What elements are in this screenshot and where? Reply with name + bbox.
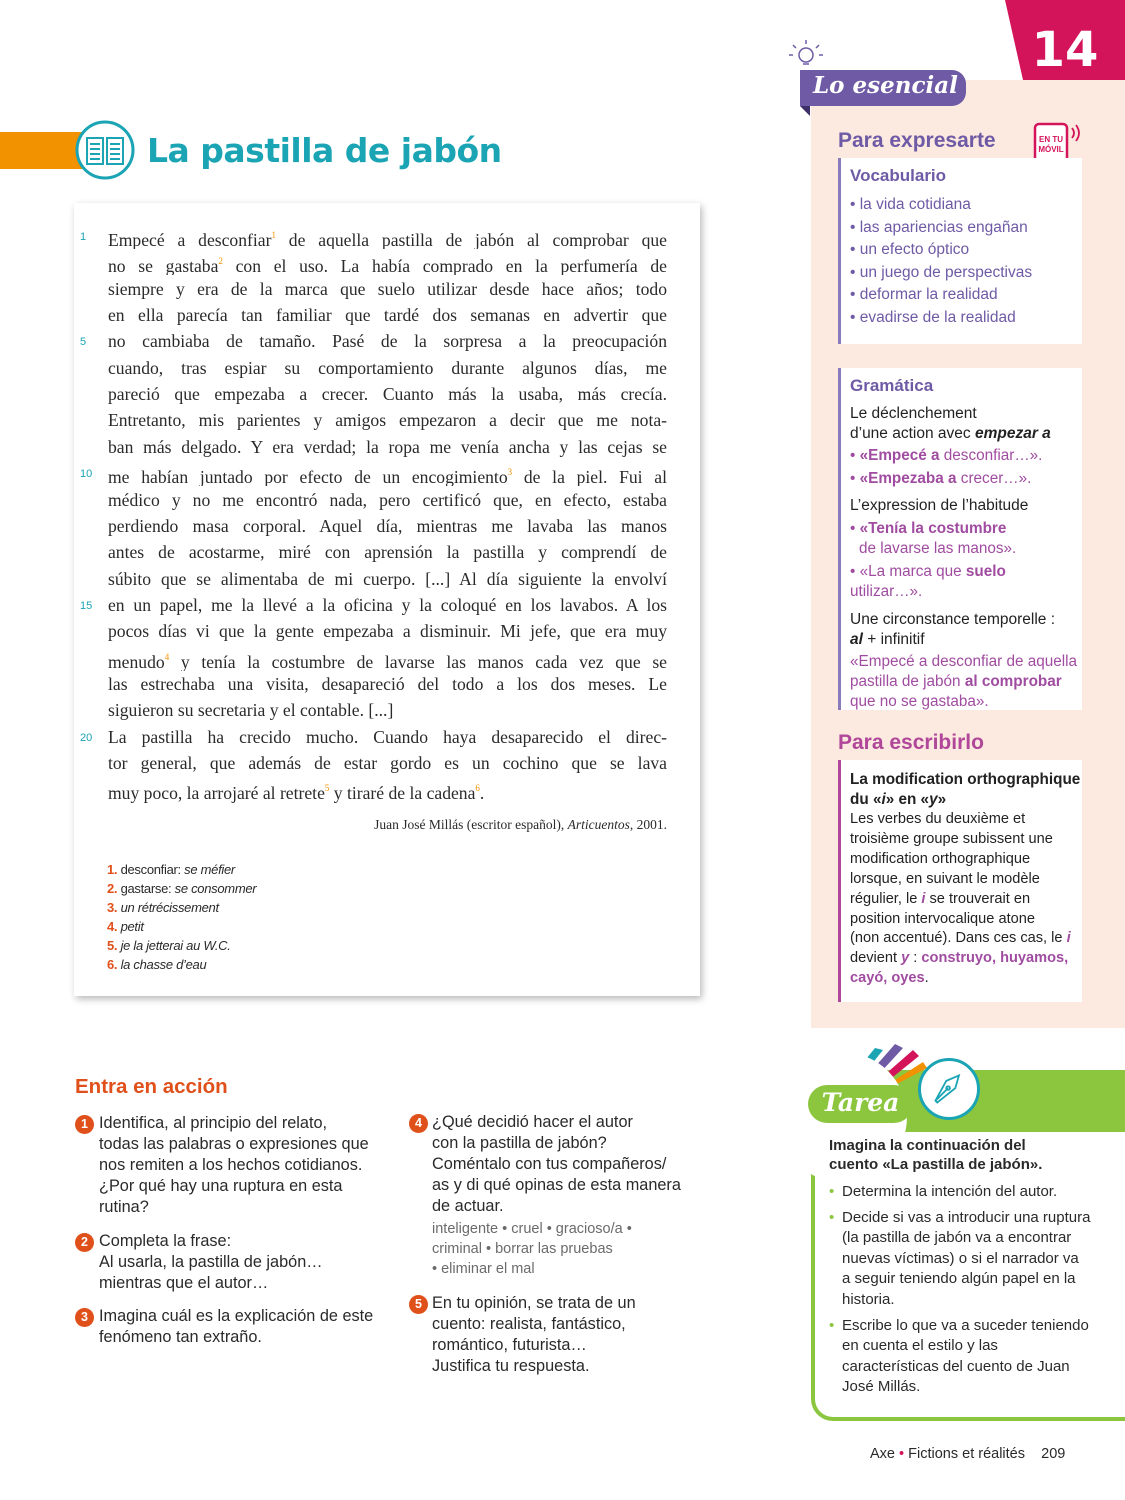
footnote-ref: 5 bbox=[324, 783, 330, 794]
vocab-item: • la vida cotidiana bbox=[850, 196, 971, 213]
vocab-item: • deformar la realidad bbox=[850, 286, 998, 304]
movil-text-2: MÓVIL bbox=[1038, 145, 1064, 154]
gramatica-content bbox=[850, 404, 1080, 712]
story-line: las estrechaba una visita, desapareció del todo a los dos meses. Le bbox=[108, 673, 667, 694]
gram3-example: «Empecé a desconfiar de aquella pastilla de jabón al comprobar que no se gastaba». bbox=[850, 653, 1078, 710]
footnote: 4. petit bbox=[107, 919, 144, 934]
story-line: súbito que se alimentaba de mi cuerpo. [...] Al día siguiente la envolví bbox=[108, 568, 667, 589]
vocab-item: • las apariencias engañan bbox=[850, 218, 1028, 236]
question-1: Identifica, al principio del relato, todas las palabras o expresiones que nos remiten a los hechos cotidianos. ¿Por qué hay una ruptura en esta rutina? bbox=[99, 1114, 369, 1216]
story-line: en un papel, me la llevé a la oficina y la coloqué en los lavabos. A los bbox=[108, 594, 667, 615]
footnote: 1. desconfiar: se méfier bbox=[107, 862, 235, 877]
escribirlo-content bbox=[850, 770, 1082, 989]
story-line: en ella parecía tan familiar que tardé dos semanas en advertir que bbox=[108, 305, 667, 326]
story-line: Entretanto, mis parientes y amigos empezaron a decir que me nota- bbox=[108, 410, 667, 431]
banner-fold bbox=[800, 106, 810, 116]
escribirlo-body: Les verbes du deuxième et troisième groupe subissent une modification orthographique lorsque, en suivant le modèle régulier, le i se trouverait en position intervocalique atone (non accentué). Dans ces cas, le i devient y : construyo, huyamos, cayó, oyes. bbox=[850, 811, 1071, 987]
tarea-label: Tarea bbox=[808, 1085, 913, 1123]
tarea-list bbox=[829, 1182, 1091, 1403]
story-line: ban más delgado. Y era verdad; la ropa me venía ancha y las cejas se bbox=[108, 436, 667, 457]
tarea-item: • Decide si vas a introducir una ruptura (la pastilla de jabón va a encontrar nuevas víctimas) o si el narrador va a seguir teniendo algún papel en la historia. bbox=[829, 1208, 1091, 1311]
footnote-ref: 2 bbox=[218, 256, 223, 267]
gram2-example: • «Tenía la costumbre de lavarse las manos». bbox=[850, 520, 1017, 557]
question-2: Completa la frase: Al usarla, la pastilla de jabón… mientras que el autor… bbox=[99, 1232, 323, 1292]
story-line: perdiendo masa corporal. Aquel día, mientras me lavaba las manos bbox=[108, 515, 667, 536]
story-line: médico y no me encontró nada, pero certificó que, en efecto, estaba bbox=[108, 489, 667, 510]
footnotes-list bbox=[107, 862, 256, 976]
story-line: no cambiaba de tamaño. Pasé de la sorpresa a la preocupación bbox=[108, 331, 667, 352]
gram2-title: L’expression de l’habitude bbox=[850, 497, 1029, 514]
para-expresarte-heading: Para expresarte bbox=[838, 129, 996, 152]
story-line: La pastilla ha crecido mucho. Cuando haya desaparecido el direc- bbox=[108, 726, 667, 747]
footnote: 2. gastarse: se consommer bbox=[107, 881, 257, 896]
footnote-ref: 6 bbox=[475, 783, 480, 794]
gram1-title: Le déclenchement d’une action avec empezar a bbox=[850, 405, 1051, 442]
footnote-ref: 3 bbox=[507, 467, 513, 478]
page-footer: Axe • Fictions et réalités 209 bbox=[870, 1446, 1066, 1462]
footnote: 6. la chasse d’eau bbox=[107, 957, 207, 972]
gram2-example: • «La marca que suelo utilizar…». bbox=[850, 563, 1006, 600]
question-number: 3 bbox=[75, 1308, 94, 1327]
escribirlo-title: La modification orthographique du «i» en «y» bbox=[850, 771, 1081, 808]
story-source: Juan José Millás (escritor español), Articuentos, 2001. bbox=[374, 817, 667, 832]
vocab-item: • evadirse de la realidad bbox=[850, 308, 1016, 326]
line-number: 5 bbox=[80, 336, 87, 349]
fountain-pen-icon bbox=[918, 1058, 980, 1120]
tarea-intro: Imagina la continuación del cuento «La pastilla de jabón». bbox=[829, 1137, 1043, 1173]
lightbulb-icon bbox=[788, 38, 824, 72]
vocab-item: • un efecto óptico bbox=[850, 241, 970, 259]
line-number: 15 bbox=[80, 599, 93, 612]
story-line: pocos días vi que la gente empezaba a disminuir. Mi jefe, que era muy bbox=[108, 621, 667, 642]
line-number: 1 bbox=[80, 231, 87, 243]
question-number: 5 bbox=[409, 1295, 428, 1314]
footnote-ref: 4 bbox=[164, 651, 170, 662]
question-4: ¿Qué decidió hacer el autor con la pastilla de jabón? Coméntalo con tus compañeros/ as y di qué opinas de esta manera de actuar. inteligente • cruel • gracioso/a • criminal • borrar las pruebas • eliminar el mal bbox=[432, 1113, 681, 1277]
story-line: siguieron su secretaria y el contable. [...] bbox=[108, 700, 394, 721]
chapter-number: 14 bbox=[1031, 22, 1099, 78]
gram1-example: • «Empecé a desconfiar…». bbox=[850, 447, 1043, 464]
story-line: Empecé a desconfiar$^1$ de aquella pastilla de jabón al comprobar que bbox=[108, 229, 667, 249]
footnote: 3. un rétrécissement bbox=[107, 900, 219, 915]
footnote: 5. je la jetterai au W.C. bbox=[107, 938, 231, 953]
lo-esencial-banner: Lo esencial bbox=[800, 70, 966, 106]
story-line: siempre y era de la marca que suelo utilizar desde hace años; todo bbox=[108, 278, 667, 299]
tarea-item: • Determina la intención del autor. bbox=[829, 1182, 1091, 1203]
footnote-ref: 1 bbox=[271, 230, 276, 240]
story-line: no se gastaba$^2$ con el uso. La había comprado en la perfumería de bbox=[108, 256, 667, 276]
gram1-example: • «Empezaba a crecer…». bbox=[850, 470, 1032, 487]
vocab-item: • un juego de perspectivas bbox=[850, 263, 1033, 281]
story-line: menudo$^4$ y tenía la costumbre de lavarse las manos cada vez que se bbox=[108, 651, 667, 671]
movil-text-1: EN TU bbox=[1039, 135, 1063, 144]
question-number: 1 bbox=[75, 1115, 94, 1134]
line-number: 20 bbox=[80, 731, 93, 744]
question-number: 4 bbox=[409, 1114, 428, 1133]
gramatica-title: Gramática bbox=[850, 376, 934, 395]
story-line: cuando, tras espiar su comportamiento durante algunos días, me bbox=[108, 357, 667, 378]
vocabulario-list bbox=[850, 196, 1032, 332]
story-line: me habían juntado por efecto de un encogimiento$^3$ de la piel. Fui al bbox=[108, 467, 667, 487]
tarea-item: • Escribe lo que va a suceder teniendo en cuenta el estilo y las características del cuento de Juan José Millás. bbox=[829, 1316, 1091, 1398]
story-line: muy poco, la arrojaré al retrete$^5$ y tiraré de la cadena$^6$. bbox=[108, 783, 485, 804]
story-line: pareció que empezaba a crecer. Cuanto más la usaba, más crecía. bbox=[108, 384, 667, 405]
para-escribirlo-heading: Para escribirlo bbox=[838, 731, 984, 754]
gram3-title: Une circonstance temporelle : al + infinitif bbox=[850, 611, 1056, 648]
vocabulario-title: Vocabulario bbox=[850, 166, 947, 185]
story-line: antes de acostarme, miré con aprensión la pastilla y comprendí de bbox=[108, 542, 667, 563]
page-title: La pastilla de jabón bbox=[147, 131, 502, 170]
open-book-icon bbox=[75, 120, 135, 180]
entra-en-accion-title: Entra en acción bbox=[75, 1075, 228, 1098]
question-number: 2 bbox=[75, 1233, 94, 1252]
question-5: En tu opinión, se trata de un cuento: realista, fantástico, romántico, futurista… Justifica tu respuesta. bbox=[432, 1294, 636, 1375]
question-3: Imagina cuál es la explicación de este fenómeno tan extraño. bbox=[99, 1307, 374, 1346]
story-line: tor general, que además de estar gordo es un cochino que se lava bbox=[108, 753, 667, 773]
page-number: 209 bbox=[1041, 1446, 1066, 1462]
line-number: 10 bbox=[80, 468, 93, 481]
